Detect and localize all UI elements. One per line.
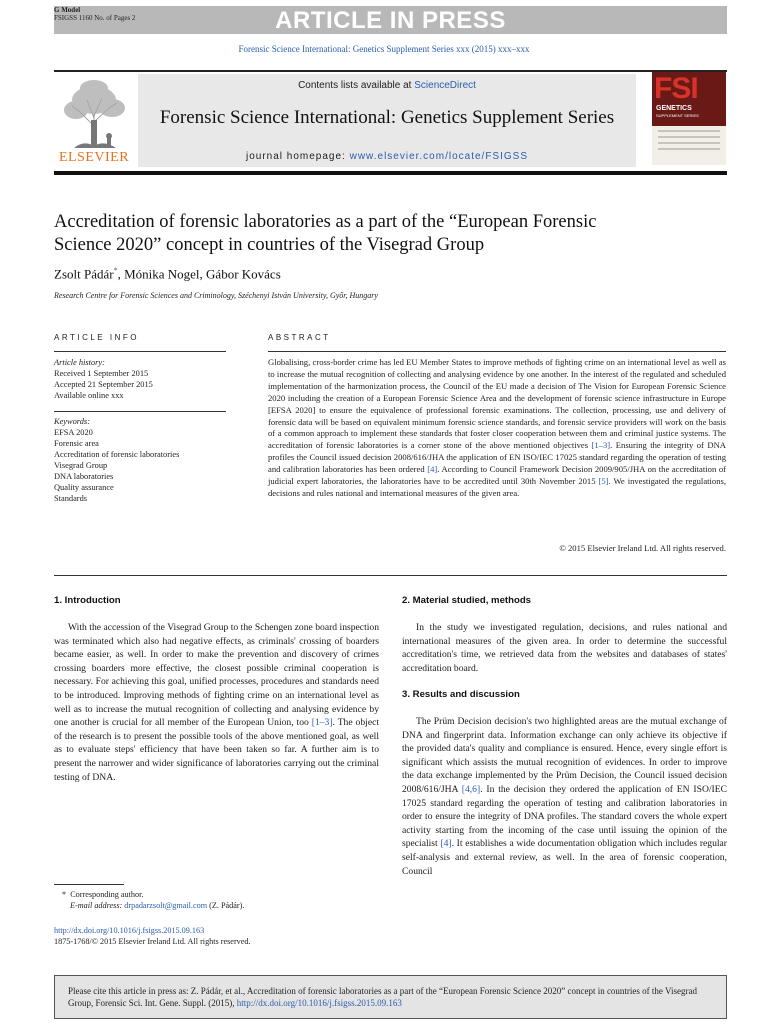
email-label: E-mail address: xyxy=(70,901,125,910)
article-info-heading: ARTICLE INFO xyxy=(54,333,139,342)
corresponding-author-mark[interactable]: * xyxy=(113,266,118,275)
abstract-part-3: . According to Council Framework Decision 2009/905/JHA on the accreditation of judicial expert laboratories, the laboratories have to be accredited until 30th November 2015 xyxy=(268,464,726,487)
methods-heading: 2. Material studied, methods xyxy=(402,595,532,606)
journal-cover-thumbnail[interactable] xyxy=(652,72,726,165)
history-heading: Article history: xyxy=(54,358,105,367)
footnote-corresponding: Corresponding author. xyxy=(70,890,144,899)
citation-text xyxy=(68,985,718,1009)
issn-line: 1875-1768/© 2015 Elsevier Ireland Ltd. All rights reserved. xyxy=(54,937,251,946)
abstract-rule xyxy=(268,351,726,352)
abstract-text xyxy=(268,357,726,500)
results-part-c: . It establishes a wide documentation obligation which includes regular self-analysis and external review, as well. In the area of forensic cooperation, Council xyxy=(402,838,727,877)
history-online: Available online xxx xyxy=(54,391,124,400)
history-received: Received 1 September 2015 xyxy=(54,369,149,378)
intro-heading: 1. Introduction xyxy=(54,595,121,606)
other-authors: , Mónika Nogel, Gábor Kovács xyxy=(117,266,281,282)
doi-link[interactable]: http://dx.doi.org/10.1016/j.fsigss.2015.09.163 xyxy=(54,926,205,935)
journal-reference-link[interactable]: Forensic Science International: Genetics Supplement Series xxx (2015) xxx–xxx xyxy=(238,44,530,54)
keyword: DNA laboratories xyxy=(54,472,114,481)
cover-lower-panel xyxy=(652,126,726,165)
masthead-top-rule xyxy=(54,70,727,72)
abstract-ref-1-3[interactable]: [1–3] xyxy=(591,440,611,451)
intro-ref-1-3[interactable]: [1–3] xyxy=(311,717,333,729)
keywords-rule xyxy=(54,411,226,412)
author-list xyxy=(54,266,281,282)
cover-title: FSI xyxy=(654,72,698,105)
homepage-link[interactable]: www.elsevier.com/locate/FSIGSS xyxy=(349,151,528,162)
intro-part-a: With the accession of the Visegrad Group to the Schengen zone board inspection was terminated which also had negative effects, as criminals' crossing of boarders became easier, as well. In order to make the prevention and discovery of crimes crossing boarders more effective, the closest possible criminal cooperation is necessary. For achieving this goal, unified processes, procedures and standards need to be introduced. Improving methods of fighting crime on an international level as well as to increase the mutual recognition of collecting and analysing evidence by one another is crucial for all member of the European Union, too xyxy=(54,622,379,729)
citation-doi-link[interactable]: http://dx.doi.org/10.1016/j.fsigss.2015.09.163 xyxy=(236,998,402,1008)
sciencedirect-link[interactable]: ScienceDirect xyxy=(414,80,476,91)
abstract-part-1: Globalising, cross-border crime has led EU Member States to improve methods of fighting crime on an international level as well as to increase the mutual recognition of collecting and analysing evidence by one another. In the interest of the regulated and scheduled implementation of the harmonization process, the Council of the EU made a decision of The Vision for European Forensic Science 2020 including the creation of a European Forensic Science Area and the development of forensic science infrastructure in Europe [EFSA 2020] to ensure the equivalence of professional forensic examinations. The collection, processing, use and delivery of forensic data will be based on equivalent minimum forensic science standards, and forensic service providers will work on the basis of a common approach to implement these standards that foster closer cooperation between them and criminal justice systems. The accreditation of forensic laboratories is a corner stone of the above mentioned objectives xyxy=(268,357,726,451)
model-line-1: G Model xyxy=(54,6,81,14)
abstract-bottom-rule xyxy=(54,575,727,576)
results-heading: 3. Results and discussion xyxy=(402,689,520,700)
keyword: Standards xyxy=(54,494,88,503)
keywords-heading: Keywords: xyxy=(54,417,90,426)
article-title: Accreditation of forensic laboratories as a part of the “European Forensic Science 2020” concept in countries of the Visegrad Group xyxy=(54,212,597,255)
keyword: EFSA 2020 xyxy=(54,428,93,437)
footnote-mark: * xyxy=(62,890,67,899)
keyword: Forensic area xyxy=(54,439,99,448)
abstract-copyright: © 2015 Elsevier Ireland Ltd. All rights reserved. xyxy=(559,543,726,553)
contents-line xyxy=(138,80,636,91)
article-history xyxy=(54,357,226,401)
keyword: Visegrad Group xyxy=(54,461,108,470)
abstract-ref-5[interactable]: [5] xyxy=(598,476,609,487)
model-line-2: FSIGSS 1160 No. of Pages 2 xyxy=(54,14,136,22)
footnote-rule xyxy=(54,884,124,885)
keywords-list xyxy=(54,416,226,504)
abstract-part-2: . Ensuring the integrity of DNA profiles the Council issued decision 2008/616/JHA the application of EN ISO/IEC 17025 standard regarding the operation of testing and calibration laboratories has been ordered xyxy=(268,440,726,475)
publisher-name: ELSEVIER xyxy=(58,150,130,165)
contents-prefix: Contents lists available at xyxy=(298,80,415,91)
author-1: Zsolt Pádár xyxy=(54,266,114,282)
keyword: Accreditation of forensic laboratories xyxy=(54,450,180,459)
banner-text: ARTICLE IN PRESS xyxy=(275,7,506,34)
citation-body: Please cite this article in press as: Z. Pádár, et al., Accreditation of forensic laboratories as a part of the “European Forensic Science 2020” concept in countries of the Visegrad Group, Forensic Sci. Int. Gene. Suppl. (2015), xyxy=(68,986,697,1008)
article-info-rule xyxy=(54,351,226,352)
homepage-prefix: journal homepage: xyxy=(245,151,350,162)
results-text xyxy=(402,715,727,878)
cover-subtitle: GENETICS xyxy=(656,105,692,112)
keyword: Quality assurance xyxy=(54,483,114,492)
intro-part-b: . The object of the research is to present the possible tools of the above mentioned goal, as well as to evaluate steps' efficiency that have been taken so far. A further aim is to present the narrower and wider significance of laboratories carrying out the criminal testing of DNA. xyxy=(54,717,379,783)
results-part-a: The Prüm Decision decision's two highlighted areas are the mutual exchange of DNA and fingerprint data. Information exchange can only achieve its objective if the provided data's quality and compliance is ensured. Hence, every single effort is significant which assists the mutual recognition of evidences. In order to improve the data exchange implemented by the Prüm Decision, the Council issued decision 2008/616/JHA xyxy=(402,716,727,795)
email-link[interactable]: drpadarzsolt@gmail.com xyxy=(124,901,208,910)
doi-block xyxy=(54,925,251,947)
intro-text xyxy=(54,621,379,784)
cover-small-text: SUPPLEMENT SERIES xyxy=(656,113,699,118)
email-suffix: (Z. Pádár). xyxy=(207,901,245,910)
homepage-line xyxy=(138,151,636,162)
abstract-part-4: . We investigated the regulations, decisions and rules national and international measures of the given area. xyxy=(268,476,726,498)
results-ref-4[interactable]: [4] xyxy=(440,838,452,850)
history-accepted: Accepted 21 September 2015 xyxy=(54,380,153,389)
results-part-b: . In the decision they ordered the application of EN ISO/IEC 17025 standard regarding the operation of testing and calibration laboratories in order to ensure the integrity of DNA profiles. The standard covers the whole expert activity starting from the incoming of the case until issuing the opinion of the specialist xyxy=(402,783,727,850)
journal-name: Forensic Science International: Genetics Supplement Series xyxy=(159,107,615,128)
abstract-heading: ABSTRACT xyxy=(268,333,331,342)
results-ref-4-6[interactable]: [4,6] xyxy=(461,783,481,795)
affiliation: Research Centre for Forensic Sciences and Criminology, Széchenyi István University, Győr, Hungary xyxy=(54,291,378,300)
corresponding-footnote xyxy=(62,889,244,911)
abstract-ref-4[interactable]: [4] xyxy=(427,464,438,475)
masthead-bottom-rule xyxy=(54,171,727,175)
methods-text: In the study we investigated regulation, decisions, and rules national and international measures of the given area. In order to determine the successful accreditation's time, we retrieved data from the websites and databases of states' accreditation board. xyxy=(402,622,727,674)
